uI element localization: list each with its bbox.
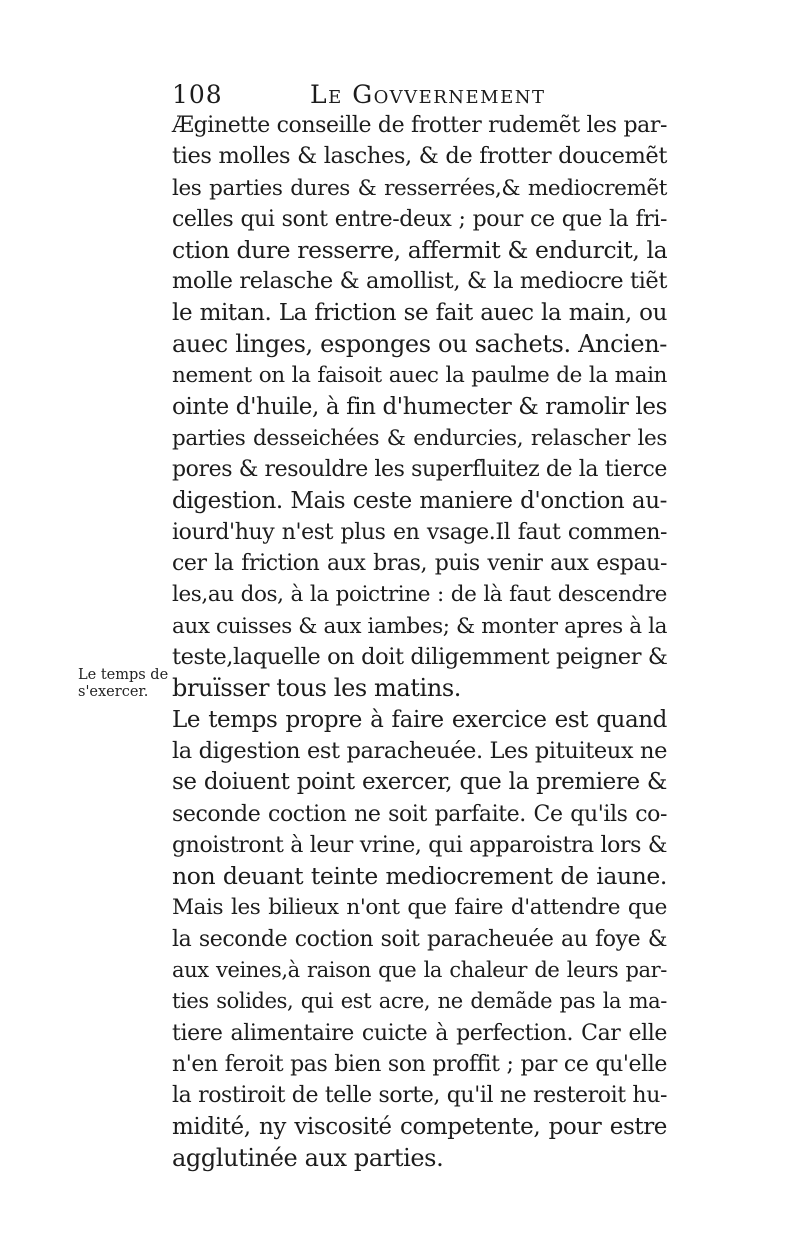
text-line: teste,laquelle on doit diligemment peigner &: [172, 644, 668, 671]
text-line: ties solides, qui est acre, ne demãde pas la ma-: [172, 989, 667, 1014]
text-line: seconde coction ne soit parfaite. Ce qu'ils co-: [172, 801, 667, 827]
text-line: la seconde coction soit paracheuée au foye &: [172, 926, 667, 952]
text-line: ction dure resserre, affermit & endurcit, la: [172, 236, 668, 265]
text-line: aux veines,à raison que la chaleur de leurs par-: [172, 958, 667, 983]
text-line: molle relasche & amollist, & la mediocre tiẽt: [172, 268, 667, 295]
text-line: agglutinée aux parties.: [172, 1143, 444, 1172]
page-number: 108: [172, 80, 223, 109]
text-line: pores & resouldre les superfluitez de la tierce: [172, 457, 668, 483]
text-line: midité, ny viscosité competente, pour estre: [172, 1113, 667, 1140]
text-line: tiere alimentaire cuicte à perfection. Car elle: [172, 1020, 667, 1046]
text-line: la digestion est paracheuée. Les pituiteux ne: [172, 737, 667, 764]
text-line: n'en feroit pas bien son proffit ; par ce qu'elle: [172, 1051, 667, 1077]
text-line: aux cuisses & aux iambes; & monter apres à la: [172, 613, 667, 639]
text-line: les parties dures & resserrées,& mediocremẽt: [172, 175, 667, 201]
text-line: le mitan. La friction se fait auec la main, ou: [172, 299, 667, 326]
text-line: ointe d'huile, à fin d'humecter & ramolir les: [172, 393, 667, 420]
text-line: auec linges, esponges ou sachets. Ancien-: [172, 330, 667, 359]
body-text: [172, 110, 667, 1174]
marginal-note: [78, 667, 170, 701]
text-line: Le temps propre à faire exercice est quand: [172, 706, 667, 733]
text-line: nement on la faisoit auec la paulme de la main: [172, 363, 667, 389]
running-title: Le Govvernement: [310, 80, 546, 109]
text-line: gnoistront à leur vrine, qui apparoistra lors &: [172, 832, 667, 858]
text-line: Æginette conseille de frotter rudemẽt les par-: [172, 113, 667, 138]
text-line: parties desseichées & endurcies, relascher les: [172, 425, 667, 451]
text-line: celles qui sont entre-deux ; pour ce que la fri-: [172, 206, 667, 232]
text-line: cer la friction aux bras, puis venir aux espau-: [172, 551, 667, 577]
text-line: la rostiroit de telle sorte, qu'il ne resteroit hu-: [172, 1083, 667, 1109]
text-line: se doiuent point exercer, que la premiere &: [172, 769, 667, 796]
text-line: Mais les bilieux n'ont que faire d'attendre que: [172, 895, 667, 921]
text-line: les,au dos, à la poictrine : de là faut descendre: [172, 582, 667, 608]
text-line: iourd'huy n'est plus en vsage.Il faut commen-: [172, 519, 667, 545]
text-line: ties molles & lasches, & de frotter doucemẽt: [172, 143, 667, 170]
marginal-note-line: Le temps de: [78, 667, 169, 683]
text-line: non deuant teinte mediocrement de iaune.: [172, 862, 667, 891]
text-line: digestion. Mais ceste maniere d'onction au-: [172, 487, 667, 514]
marginal-note-line: s'exercer.: [78, 684, 149, 700]
text-line: bruïsser tous les matins.: [172, 674, 462, 703]
